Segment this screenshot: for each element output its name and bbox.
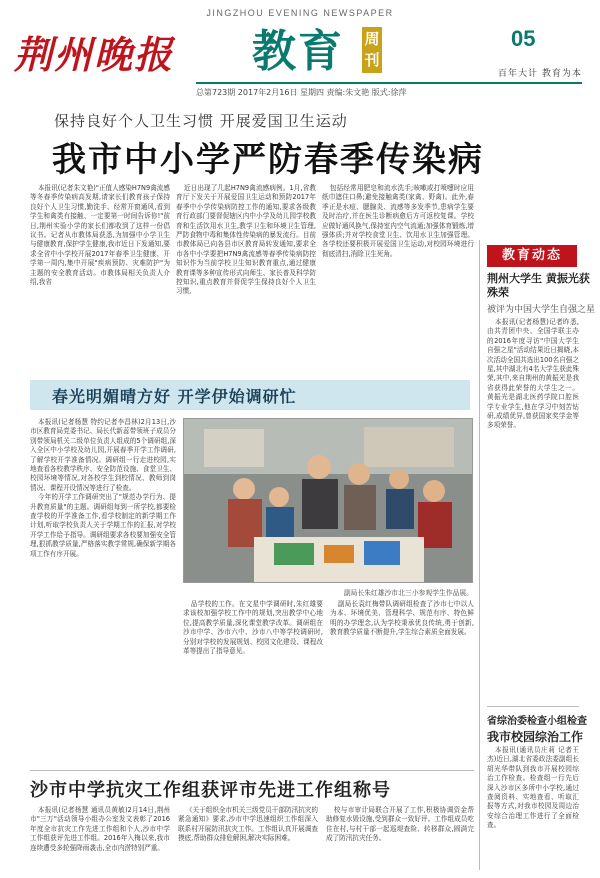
story2-column-1 xyxy=(30,418,176,768)
story3-text-1: 本报讯(记者杨慧 通讯员黄敏)2月14日,荆州市"三万"活动领导小组办公室发文表彰了2016年度全市抗灾工作先进工作组和个人,沙市中学工作组获评先进工作组。2016年入梅以来,我市连续遭受多轮强降雨袭击,全市内涝特别严重。 xyxy=(30,806,170,852)
sidebar-text-1: 本报讯(记者杨慧)记者昨悉,由共青团中央、全国学联主办的2016年度寻访"中国大学生自强之星"活动结果近日揭晓,本次活动全国共选出100名自强之星,其中湖北有4名大学生获此殊荣,其中,来自荆州的黄振光是我省获得此荣誉的大学生之一。黄振光是湖北医药学院口腔医学专业学生,他在学习中刻苦钻研,成绩优异,曾获国家奖学金等多项荣誉。 xyxy=(487,318,579,430)
lead-kicker: 保持良好个人卫生习惯 开展爱国卫生运动 xyxy=(54,112,348,130)
story3-text-3: 校与市审计局联合开展了工作,积极协调资金帮助修复水毁设施,受到群众一致好评。工作组成员吃住在村,与村干部一起巡堤查险、转移群众,圆满完成了防汛抗灾任务。 xyxy=(326,806,474,843)
sidebar-subheadline: 被评为中国大学生自强之星 xyxy=(487,305,596,315)
sidebar-column-2 xyxy=(487,746,579,874)
story3-headline: 沙市中学抗灾工作组获评市先进工作组称号 xyxy=(30,780,391,801)
page-number: 05 xyxy=(511,26,536,51)
lead-column-3 xyxy=(322,184,474,374)
story2-headline: 春光明媚晴方好 开学伊始调研忙 xyxy=(52,387,297,406)
sidebar-headline-3: 我市校园综治工作 xyxy=(487,730,584,744)
story2-column-3 xyxy=(183,600,323,770)
story2-text-3: 品学校的工作。在文星中学调研时,朱红雄要求该校加强学校工作中的规划,突出教学中心地位,提高教学质量,深化课堂教学改革。调研组在沙市中学、沙市六中、沙市八中等学校调研时,分别对学校的发展规划、校园文化建设、课程改革等提出了指导意见。 xyxy=(183,600,323,656)
sidebar-headline-2: 省综治委检查小组检查 xyxy=(487,716,587,727)
lead-column-2 xyxy=(176,184,316,374)
motto: 百年大计 教育为本 xyxy=(498,69,582,79)
issue-info: 总第723期 2017年2月16日 星期四 责编:朱文艳 版式:徐萍 xyxy=(196,82,582,98)
story3-column-3 xyxy=(326,806,474,876)
story3-text-2: 《关于组织全市机关三级党员干部防汛抗灾的紧急通知》要求,沙市中学迅速组织工作组深入联系村开展防汛抗灾工作。工作组认真开展调查摸底,帮助群众排危解困,解决实际困难。 xyxy=(178,806,318,843)
section-title: 教育 xyxy=(252,26,344,77)
paper-logo: 荆州晚报 xyxy=(14,32,175,77)
sidebar-divider xyxy=(479,240,480,870)
photo-caption: 副局长朱红雄沙市北三小参观学生作品展。 xyxy=(343,589,473,597)
sidebar-section-tag: 教育动态 xyxy=(487,245,577,267)
story3-top-rule xyxy=(30,770,474,771)
story3-column-1 xyxy=(30,806,170,876)
news-photo xyxy=(183,418,473,583)
story2-column-4 xyxy=(330,600,474,770)
sidebar-rule xyxy=(487,706,579,707)
english-name: JINGZHOU EVENING NEWSPAPER xyxy=(206,8,394,18)
sidebar-headline: 荆州大学生 黄振光获殊荣 xyxy=(487,272,590,299)
sidebar-column-1 xyxy=(487,318,579,706)
lead-headline: 我市中小学严防春季传染病 xyxy=(52,140,484,180)
story2-text-1: 本报讯(记者杨慧 特约记者李昌林)2月13日,沙市区教育局党委书记、局长代新蕊带领班子成员分别带领局机关二级单位负责人组成的5个调研组,深入全区中小学校及幼儿园,开展春季开学工作调研,了解学校开学准备情况。调研组一行走进校园,实地查看各校教学秩序、安全防范设施、食堂卫生、校园环境等情况,对各校学生到校情况、教师到岗情况、课程开设情况等进行了检查。 xyxy=(30,418,176,492)
lead-text-3: 包括经常用肥皂和流水洗手;咳嗽或打喷嚏时应用纸巾遮住口鼻;避免接触禽类(家禽、野禽)。此外,春季正是水痘、腮腺炎、流感等多发季节,患病学生要及时治疗,并在医生诊断病愈后方可返校复课。学校应做好通风换气,保持室内空气流通;加强体育锻炼,增强体质;并对学校食堂卫生、饮用水卫生加强管理。各学校还要积极开展爱国卫生运动,对校园环境进行彻底清扫,消除卫生死角。 xyxy=(322,184,474,258)
story2-text-4: 副局长袁红梅带队调研组检查了沙市七中以人为本、环境优美、管理科学、规范有序、特色鲜明的办学理念,认为学校秉承优良传统,勇于创新,教育教学质量不断提升,学生综合素质全面发展。 xyxy=(330,600,474,637)
lead-text-1: 本报讯(记者朱文艳)"正值人感染H7N9禽流感等冬春季传染病高发期,请家长们教育孩子保持良好个人卫生习惯,勤洗手、经常开窗通风,看到学生和禽类有接触、一定要第一时间告诉你!"前日,荆州实验小学的家长们都收到了这样一份倡议书。记者从市教体局获悉,为加强中小学卫生与健康教育,保护学生健康,我市近日下发通知,要求全省中小学校开展2017年春季卫生健康、开学第一周内,集中开展"疾病预防、灾难防护"为主题的安全教育活动。市教体局相关负责人介绍,我省 xyxy=(30,184,170,287)
story3-column-2 xyxy=(178,806,318,876)
photo-illustration xyxy=(184,419,473,583)
lead-text-2: 近日出现了几起H7N9禽流感病例。1月,省教育厅下发关于开展爱国卫生运动和预防2017年春季中小学传染病防控工作的通知,要求各级教育行政部门要督促辖区内中小学及幼儿园学校教育和生活饮用水卫生,教学卫生和环境卫生管理,严防食物中毒和集体性传染病的暴发流行。目前市教体局已向各县市区教育局转发通知,要求全市各中小学要把H7N9禽流感等春季传染病防控知识作为当前学校卫生知识教育重点,通过健康教育课等多种宣传形式向师生、家长普及科学防控知识,重点教育并督促学生保持良好个人卫生习惯, xyxy=(176,184,316,296)
story2-text-2: 今年的开学工作调研突出了"规范办学行为、提升教育质量"的主题。调研组每到一所学校,都要检查学校的开学准备工作,看学校制定的新学期工作计划,听取学校负责人关于学期工作的汇报,对学校开学工作给予指导。调研组要求各校要加强安全管理,狠抓教学质量,严格落实教学常规,确保新学期各项工作有序开展。 xyxy=(30,493,176,558)
masthead xyxy=(0,0,600,100)
lead-column-1 xyxy=(30,184,170,374)
section-weekly-badge: 周刊 xyxy=(362,27,382,73)
sidebar-text-2: 本报讯(通讯员庄莉 记者王杰)近日,湖北省委政法委副组长胡光华带队到我市开展校园综治工作检查。检查组一行先后深入沙市区多所中小学校,通过查阅资料、实地查看、听取汇报等方式,对我市校园及周边治安综合治理工作进行了全面检查。 xyxy=(487,746,579,830)
